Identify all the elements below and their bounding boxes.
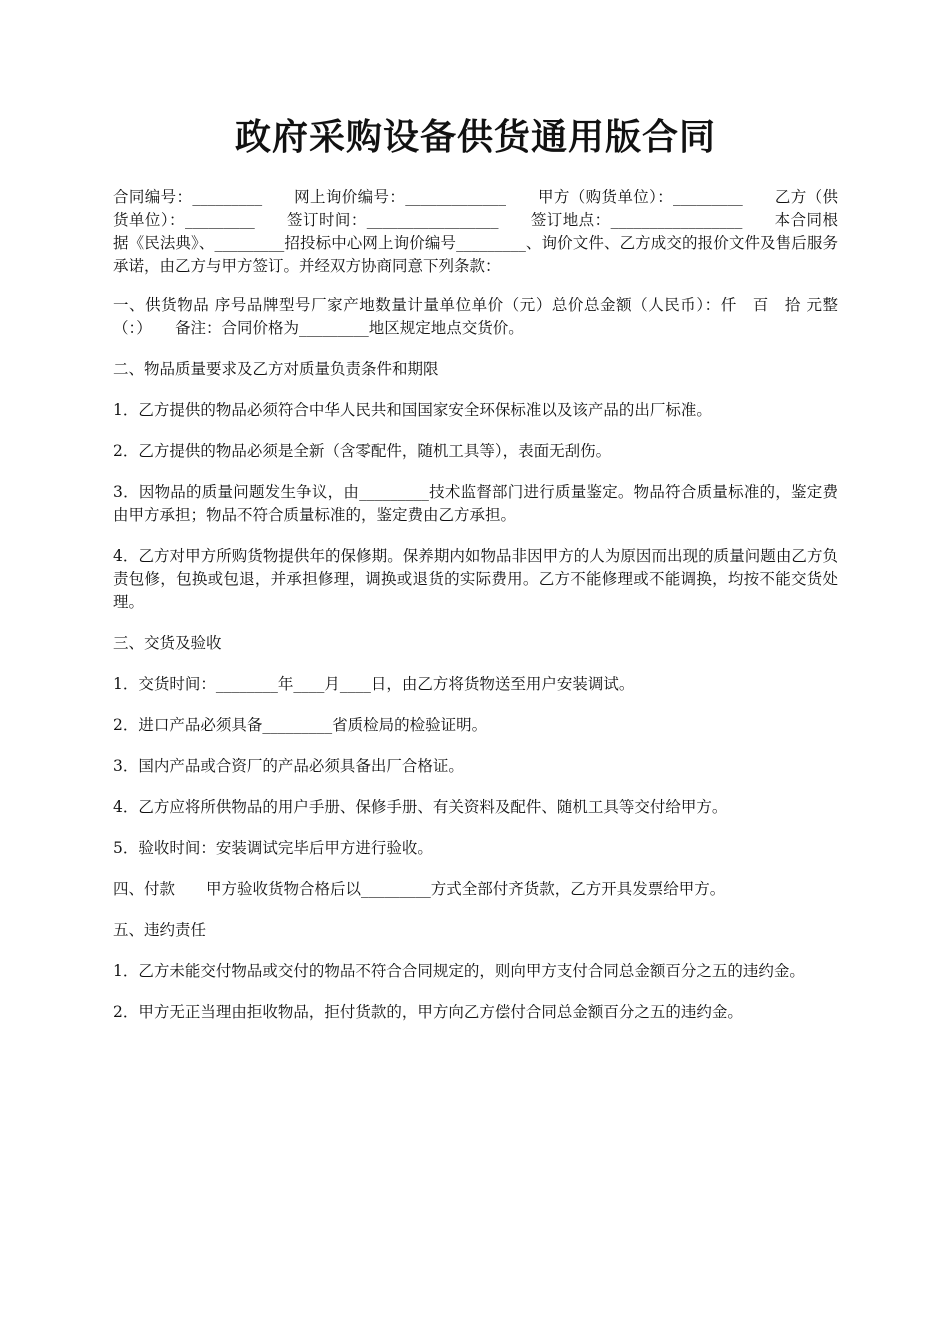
section-2-item-1: 1．乙方提供的物品必须符合中华人民共和国国家安全环保标准以及该产品的出厂标准。 bbox=[113, 401, 712, 419]
document-title: 政府采购设备供货通用版合同 bbox=[234, 116, 716, 158]
section-3-item-4: 4．乙方应将所供物品的用户手册、保修手册、有关资料及配件、随机工具等交付给甲方。 bbox=[113, 798, 728, 816]
section-3-item-1: 1．交货时间：________年____月____日，由乙方将货物送至用户安装调试。 bbox=[113, 675, 635, 693]
section-3-item-2: 2．进口产品必须具备_________省质检局的检验证明。 bbox=[113, 716, 488, 734]
section-2-heading: 二、物品质量要求及乙方对质量负责条件和期限 bbox=[113, 360, 439, 378]
section-5-item-2: 2．甲方无正当理由拒收物品，拒付货款的，甲方向乙方偿付合同总金额百分之五的违约金。 bbox=[113, 1003, 743, 1021]
section-4-payment: 四、付款 甲方验收货物合格后以_________方式全部付齐货款，乙方开具发票给甲方。 bbox=[113, 880, 726, 898]
section-1-goods: 一、供货物品 序号品牌型号厂家产地数量计量单位单价（元）总价总金额（人民币）：仟 百 拾 元整（：） 备注：合同价格为_________地区规定地点交货价。 bbox=[113, 296, 838, 337]
document-page bbox=[0, 112, 950, 1342]
section-2-item-3: 3．因物品的质量问题发生争议，由_________技术监督部门进行质量鉴定。物品符合质量标准的，鉴定费由甲方承担；物品不符合质量标准的，鉴定费由乙方承担。 bbox=[113, 483, 838, 524]
section-2-item-2: 2．乙方提供的物品必须是全新（含零配件，随机工具等），表面无刮伤。 bbox=[113, 442, 612, 460]
section-5-item-1: 1．乙方未能交付物品或交付的物品不符合合同规定的，则向甲方支付合同总金额百分之五的违约金。 bbox=[113, 962, 805, 980]
document-body bbox=[113, 186, 838, 1024]
section-2-item-4: 4．乙方对甲方所购货物提供年的保修期。保养期内如物品非因甲方的人为原因而出现的质量问题由乙方负责包修，包换或包退，并承担修理，调换或退货的实际费用。乙方不能修理或不能调换，均按不能交货处理。 bbox=[113, 547, 838, 611]
section-3-item-5: 5．验收时间：安装调试完毕后甲方进行验收。 bbox=[113, 839, 433, 857]
contract-intro-paragraph: 合同编号：_________ 网上询价编号：_____________ 甲方（购货单位）：_________ 乙方（供货单位）：_________ 签订时间：_________________ 签订地点：_________________ 本合同根据《民法典》、_________招投标中心网上询价编号_________、询价文件、乙方成交的报价文件及售后服务承诺，由乙方与甲方签订。并经双方协商同意下列条款： bbox=[113, 188, 838, 275]
section-5-heading: 五、违约责任 bbox=[113, 921, 207, 939]
section-3-heading: 三、交货及验收 bbox=[113, 634, 222, 652]
section-3-item-3: 3．国内产品或合资厂的产品必须具备出厂合格证。 bbox=[113, 757, 464, 775]
